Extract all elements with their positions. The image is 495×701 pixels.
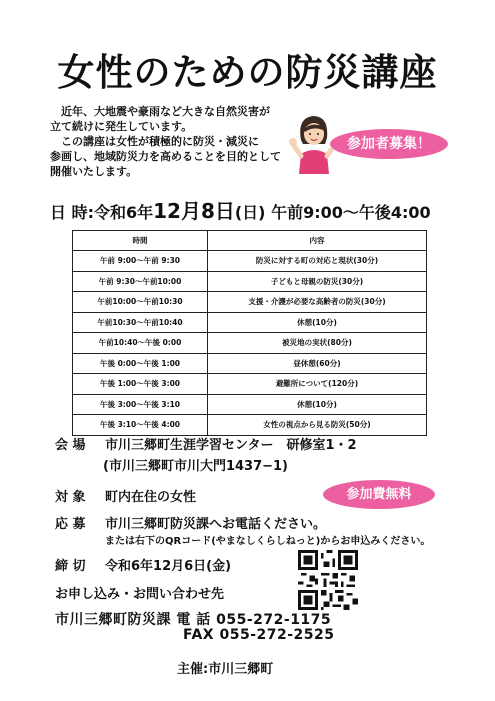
cell-time: 午後 3:10〜午後 4:00 (73, 415, 208, 436)
table-row (73, 251, 427, 272)
target-line (55, 486, 196, 505)
table-row (73, 333, 427, 354)
cell-time: 午前 9:00〜午前 9:30 (73, 251, 208, 272)
datetime-time: 午前9:00〜午後4:00 (271, 203, 431, 222)
cell-content: 防災に対する町の対応と現状(30分) (208, 251, 427, 272)
venue-value: 市川三郷町生涯学習センター 研修室1・2 (105, 438, 357, 453)
header-content: 内容 (208, 231, 427, 251)
target-value: 町内在住の女性 (105, 490, 197, 505)
datetime-weekday: (日) (234, 203, 266, 222)
tel-label: 電 話 (176, 612, 211, 628)
cell-time: 午前 9:30〜午前10:00 (73, 271, 208, 292)
apply-note: または右下のQRコード(やまなしくらしねっと)からお申込みください。 (105, 536, 431, 547)
table-row (73, 394, 427, 415)
deadline-line (55, 555, 231, 574)
inquiry-heading: お申し込み・お問い合わせ先 (55, 587, 225, 602)
apply-label: 応 募 (55, 517, 86, 532)
venue-line (55, 434, 357, 453)
contact-fax-line (183, 627, 335, 643)
intro-line: この講座は女性が積極的に防災・減災に (50, 135, 259, 148)
organizer: 主催:市川三郷町 (177, 662, 274, 677)
table-row (73, 271, 427, 292)
datetime-date: 12月8日 (153, 199, 235, 223)
schedule-table (72, 230, 427, 436)
cell-content: 支援・介護が必要な高齢者の防災(30分) (208, 292, 427, 313)
cell-content: 子どもと母親の防災(30分) (208, 271, 427, 292)
event-datetime (50, 195, 431, 224)
cell-time: 午後 0:00〜午後 1:00 (73, 353, 208, 374)
cell-time: 午前10:30〜午前10:40 (73, 312, 208, 333)
cell-time: 午後 1:00〜午後 3:00 (73, 374, 208, 395)
venue-label: 会 場 (55, 438, 86, 453)
tel-number: 055-272-1175 (216, 612, 332, 628)
table-row (73, 312, 427, 333)
apply-value: 市川三郷町防災課へお電話ください。 (105, 517, 327, 532)
datetime-label: 日 時:令和6年 (50, 203, 154, 222)
qr-code-icon (298, 550, 358, 610)
table-row (73, 353, 427, 374)
cell-time: 午前10:00〜午前10:30 (73, 292, 208, 313)
table-row (73, 374, 427, 395)
contact-tel-line (55, 609, 331, 629)
venue-address: (市川三郷町市川大門1437−1) (103, 459, 289, 474)
cell-time: 午後 3:00〜午後 3:10 (73, 394, 208, 415)
deadline-label: 締 切 (55, 559, 86, 574)
fax-label: FAX (183, 627, 215, 643)
header-time: 時間 (73, 231, 208, 251)
cell-content: 昼休憩(60分) (208, 353, 427, 374)
contact-dept: 市川三郷町防災課 (55, 612, 171, 628)
target-label: 対 象 (55, 490, 86, 505)
cell-content: 休憩(10分) (208, 394, 427, 415)
apply-line (55, 513, 326, 532)
free-badge: 参加費無料 (323, 480, 435, 509)
cell-content: 休憩(10分) (208, 312, 427, 333)
cell-content: 女性の視点から見る防災(50分) (208, 415, 427, 436)
cell-content: 被災地の実状(80分) (208, 333, 427, 354)
intro-line: 近年、大地震や豪雨など大きな自然災害が (50, 105, 270, 118)
table-row (73, 415, 427, 436)
intro-line: 開催いたします。 (50, 165, 138, 178)
intro-line: 参画し、地域防災力を高めることを目的として (50, 150, 281, 163)
cell-time: 午前10:40〜午後 0:00 (73, 333, 208, 354)
intro-text (50, 104, 282, 179)
deadline-value: 令和6年12月6日(金) (105, 559, 232, 574)
table-row (73, 292, 427, 313)
cell-content: 避難所について(120分) (208, 374, 427, 395)
page-title: 女性のための防災講座 (57, 51, 438, 94)
recruit-badge: 参加者募集！ (330, 129, 448, 159)
intro-line: 立て続けに発生しています。 (50, 120, 193, 133)
fax-number: 055-272-2525 (219, 627, 335, 643)
table-header-row (73, 231, 427, 251)
